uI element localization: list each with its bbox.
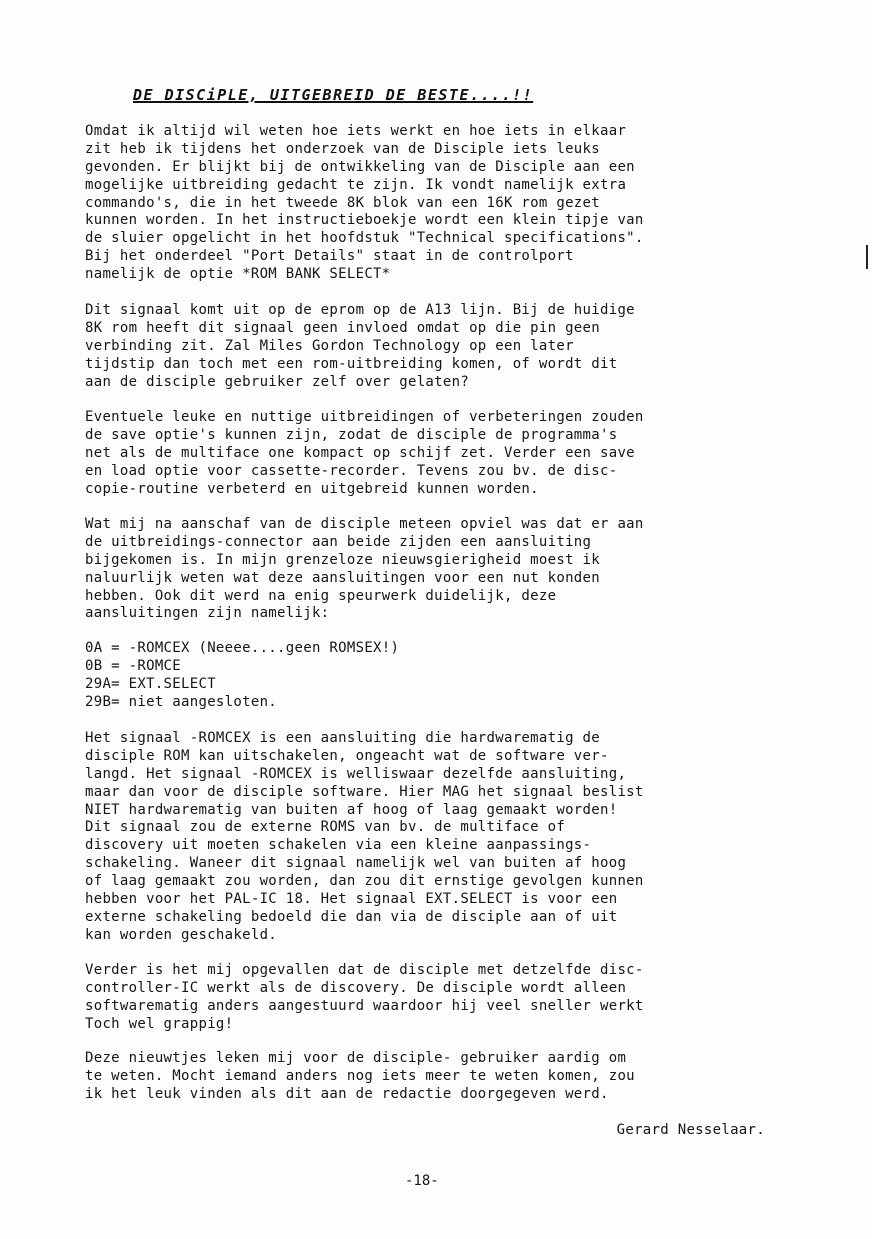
text-line: zit heb ik tijdens het onderzoek van de Disciple iets leuks xyxy=(85,140,600,157)
text-line: de save optie's kunnen zijn, zodat de disciple de programma's xyxy=(85,426,618,443)
text-line: namelijk de optie *ROM BANK SELECT* xyxy=(85,266,391,283)
text-line: 8K rom heeft dit signaal geen invloed omdat op die pin geen xyxy=(85,319,600,336)
connector-list xyxy=(85,640,785,712)
text-line: naluurlijk weten wat deze aansluitingen voor een nut konden xyxy=(85,569,600,586)
text-line: Dit signaal zou de externe ROMS van bv. de multiface of xyxy=(85,819,566,836)
text-line: mogelijke uitbreiding gedacht te zijn. Ik vondt namelijk extra xyxy=(85,176,627,193)
paragraph-3 xyxy=(85,409,785,498)
text-line: bijgekomen is. In mijn grenzeloze nieuwsgierigheid moest ik xyxy=(85,551,600,568)
list-item: 0A = -ROMCEX (Neeee....geen ROMSEX!) xyxy=(85,640,400,656)
author-signature: Gerard Nesselaar. xyxy=(616,1122,765,1138)
list-item: 29B= niet aangesloten. xyxy=(85,693,278,710)
text-line: Verder is het mij opgevallen dat de disciple met detzelfde disc- xyxy=(85,962,644,978)
text-line: externe schakeling bedoeld die dan via de disciple aan of uit xyxy=(85,908,618,925)
text-line: NIET hardwarematig van buiten af hoog of laag gemaakt worden! xyxy=(85,801,618,818)
text-line: Het signaal -ROMCEX is een aansluiting die hardwarematig de xyxy=(85,730,600,746)
paragraph-7 xyxy=(85,1050,785,1104)
text-line: Omdat ik altijd wil weten hoe iets werkt en hoe iets in elkaar xyxy=(85,123,627,139)
text-line: aan de disciple gebruiker zelf over gelaten? xyxy=(85,373,470,390)
scan-edge-mark xyxy=(866,245,868,269)
article-title: DE DISCiPLE, UITGEBREID DE BESTE....!! xyxy=(133,86,534,104)
text-line: ik het leuk vinden als dit aan de redactie doorgegeven werd. xyxy=(85,1085,609,1102)
text-line: net als de multiface one kompact op schijf zet. Verder een save xyxy=(85,444,635,461)
text-line: Eventuele leuke en nuttige uitbreidingen of verbeteringen zouden xyxy=(85,409,644,425)
text-line: schakeling. Waneer dit signaal namelijk wel van buiten af hoog xyxy=(85,855,627,872)
text-line: controller-IC werkt als de discovery. De disciple wordt alleen xyxy=(85,979,627,996)
text-line: hebben. Ook dit werd na enig speurwerk duidelijk, deze xyxy=(85,587,557,604)
text-line: hebben voor het PAL-IC 18. Het signaal EXT.SELECT is voor een xyxy=(85,891,618,908)
text-line: te weten. Mocht iemand anders nog iets meer te weten komen, zou xyxy=(85,1067,635,1084)
text-line: softwarematig anders aangestuurd waardoor hij veel sneller werkt xyxy=(85,997,644,1014)
text-line: kunnen worden. In het instructieboekje wordt een klein tipje van xyxy=(85,212,644,229)
paragraph-6 xyxy=(85,962,785,1034)
text-line: Toch wel grappig! xyxy=(85,1015,234,1032)
paragraph-5 xyxy=(85,730,785,945)
text-line: Deze nieuwtjes leken mij voor de disciple- gebruiker aardig om xyxy=(85,1050,627,1066)
text-line: Bij het onderdeel "Port Details" staat in de controlport xyxy=(85,248,574,265)
text-line: de uitbreidings-connector aan beide zijden een aansluiting xyxy=(85,533,592,550)
text-line: Wat mij na aanschaf van de disciple meteen opviel was dat er aan xyxy=(85,516,644,532)
text-line: en load optie voor cassette-recorder. Tevens zou bv. de disc- xyxy=(85,462,618,479)
text-line: disciple ROM kan uitschakelen, ongeacht wat de software ver- xyxy=(85,747,609,764)
text-line: maar dan voor de disciple software. Hier MAG het signaal beslist xyxy=(85,783,644,800)
text-line: commando's, die in het tweede 8K blok van een 16K rom gezet xyxy=(85,194,600,211)
paragraph-2 xyxy=(85,302,785,391)
text-line: kan worden geschakeld. xyxy=(85,926,278,943)
paragraph-1 xyxy=(85,123,785,284)
text-line: langd. Het signaal -ROMCEX is welliswaar dezelfde aansluiting, xyxy=(85,765,627,782)
text-line: tijdstip dan toch met een rom-uitbreiding komen, of wordt dit xyxy=(85,355,618,372)
list-item: 29A= EXT.SELECT xyxy=(85,675,216,692)
text-line: de sluier opgelicht in het hoofdstuk "Technical specifications". xyxy=(85,230,644,247)
text-line: gevonden. Er blijkt bij de ontwikkeling van de Disciple aan een xyxy=(85,158,635,175)
text-line: discovery uit moeten schakelen via een kleine aanpassings- xyxy=(85,837,592,854)
text-line: copie-routine verbeterd en uitgebreid kunnen worden. xyxy=(85,480,539,497)
list-item: 0B = -ROMCE xyxy=(85,657,182,674)
paragraph-4 xyxy=(85,516,785,623)
text-line: of laag gemaakt zou worden, dan zou dit ernstige gevolgen kunnen xyxy=(85,873,644,890)
text-line: aansluitingen zijn namelijk: xyxy=(85,605,330,622)
text-line: Dit signaal komt uit op de eprom op de A13 lijn. Bij de huidige xyxy=(85,302,635,318)
page-number: -18- xyxy=(405,1173,439,1189)
text-line: verbinding zit. Zal Miles Gordon Technology op een later xyxy=(85,337,574,354)
